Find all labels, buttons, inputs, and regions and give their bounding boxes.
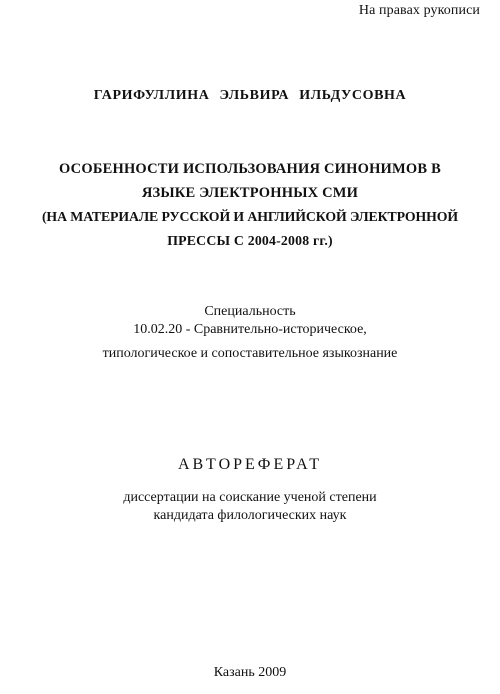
speciality-code: 10.02.20 - Сравнительно-историческое, bbox=[133, 322, 367, 337]
abstract-label: АВТОРЕФЕРАТ bbox=[178, 456, 322, 473]
title-line: ЯЗЫКЕ ЭЛЕКТРОННЫХ СМИ bbox=[141, 185, 359, 201]
title-line: (НА МАТЕРИАЛЕ РУССКОЙ И АНГЛИЙСКОЙ ЭЛЕКТРОННОЙ bbox=[41, 209, 459, 224]
speciality-label: Специальность bbox=[204, 304, 296, 319]
purpose-line: диссертации на соискание ученой степени bbox=[123, 490, 377, 505]
speciality-continuation: типологическое и сопоставительное языкознание bbox=[102, 346, 398, 361]
title-line: ОСОБЕННОСТИ ИСПОЛЬЗОВАНИЯ СИНОНИМОВ В bbox=[59, 161, 441, 177]
city-year: Казань 2009 bbox=[213, 665, 287, 680]
title-line: ПРЕССЫ С 2004-2008 гг.) bbox=[167, 233, 333, 248]
purpose-line: кандидата филологических наук bbox=[153, 508, 347, 523]
degree-purpose bbox=[0, 489, 500, 525]
dissertation-title bbox=[0, 157, 500, 253]
rights-note: На правах рукописи bbox=[358, 3, 480, 18]
author-name: ГАРИФУЛЛИНА ЭЛЬВИРА ИЛЬДУСОВНА bbox=[93, 88, 407, 103]
speciality-block bbox=[0, 303, 500, 363]
